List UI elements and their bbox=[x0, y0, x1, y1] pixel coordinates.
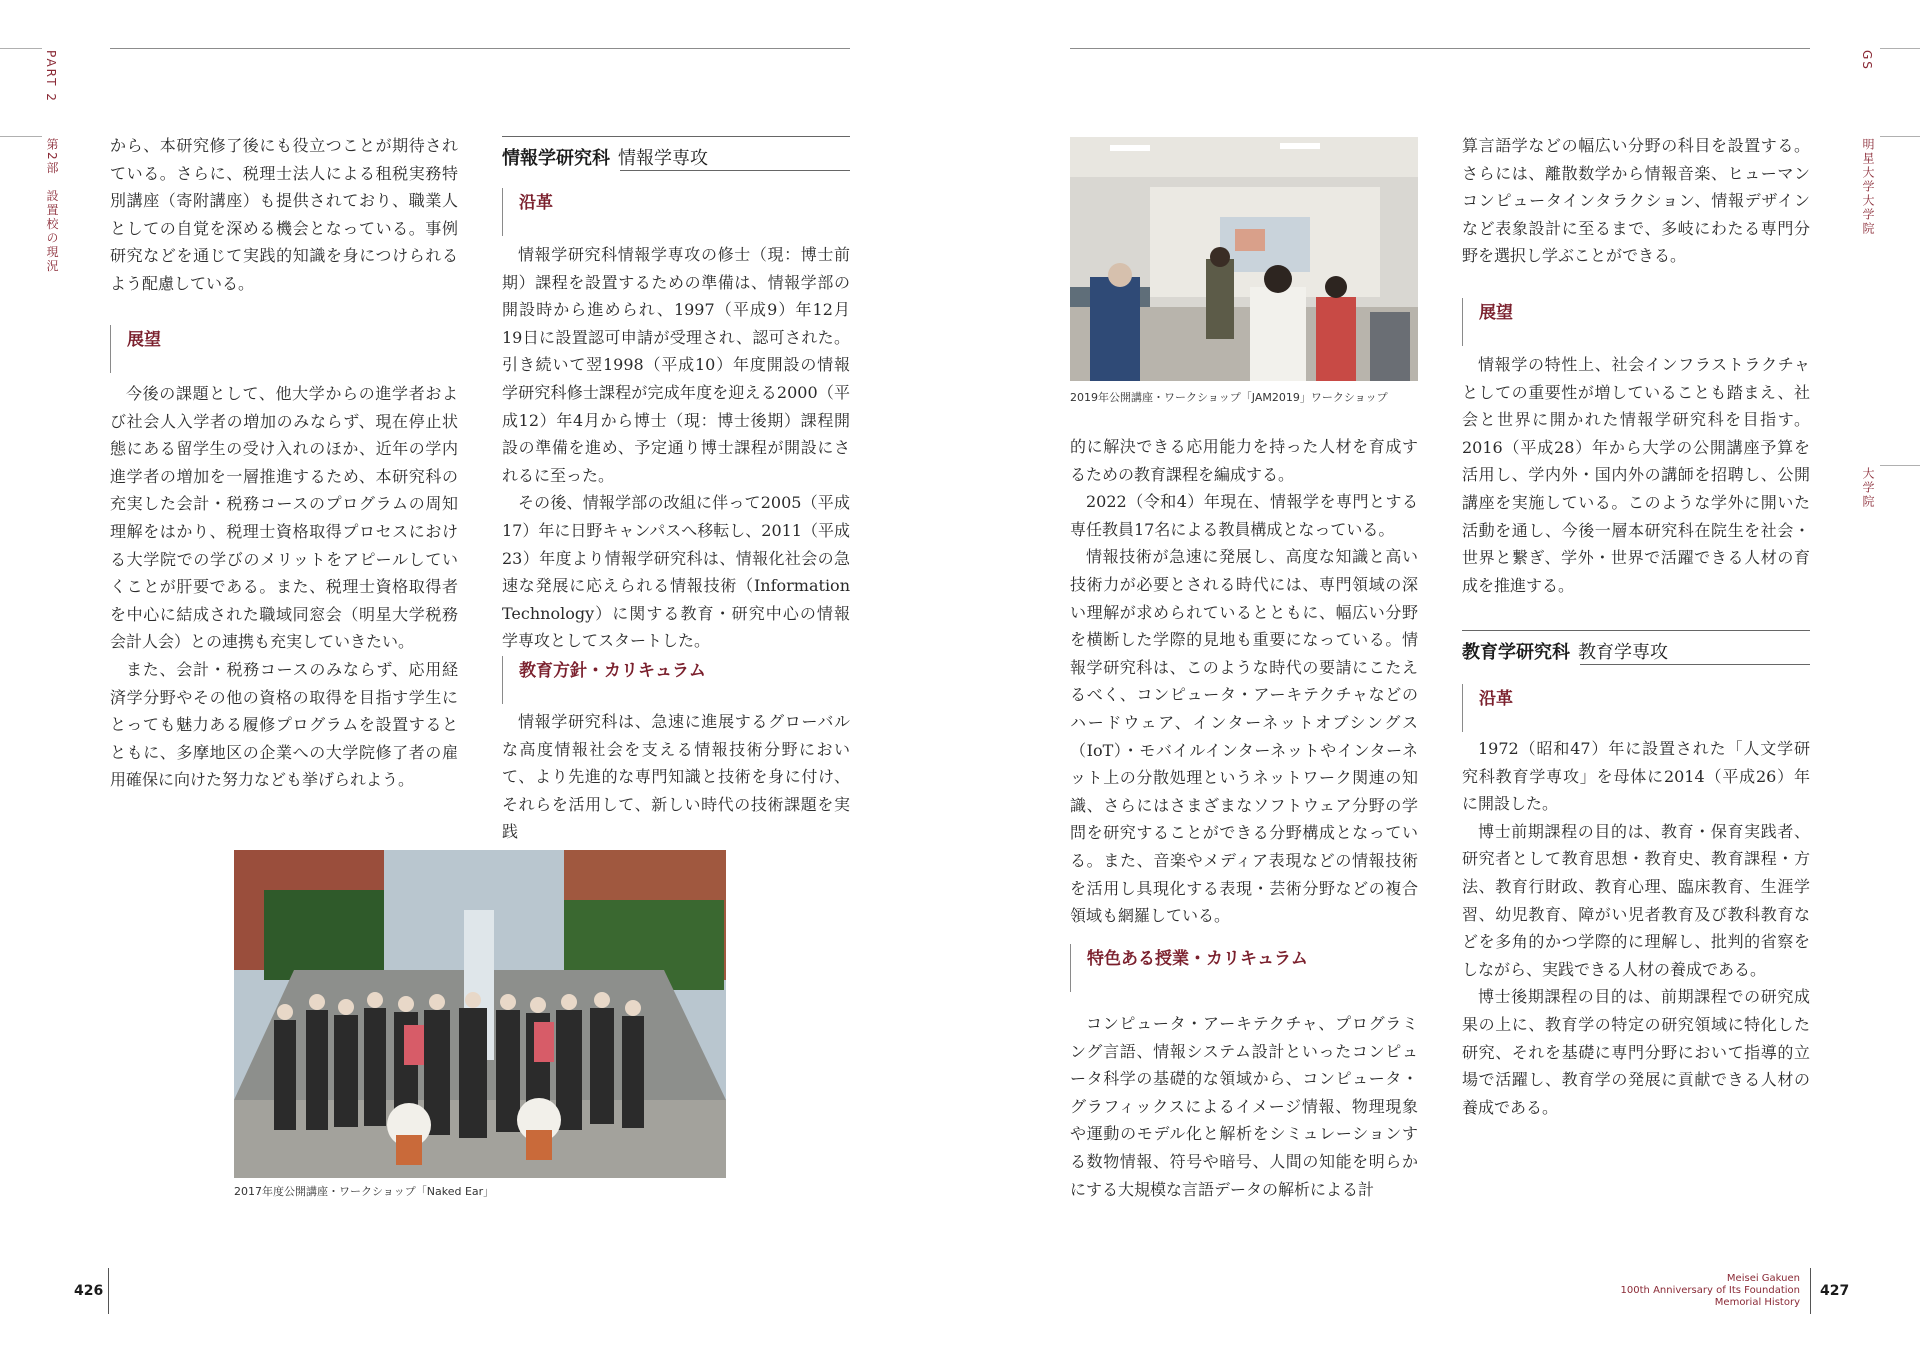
page-number-right-divider bbox=[1810, 1268, 1811, 1314]
page-number-right: 427 bbox=[1820, 1283, 1850, 1299]
right-col3-p4: コンピュータ・アーキテクチャ、プログラミング言語、情報システム設計といったコンピュータ科学の基礎的な領域から、コンピュータ・グラフィックスによるイメージ情報、物理現象や運動のモデル化と解析をシミュレーションする数物情報、符号や暗号、人間の知能を明らかにする大規模な言語データの解析による計 bbox=[1070, 1014, 1418, 1199]
right-col3-p2: 2022（令和4）年現在、情報学を専門とする専任教員17名による教員構成となっている。 bbox=[1070, 492, 1418, 539]
edge-rule-left-top bbox=[0, 48, 42, 49]
info-history-p2: その後、情報学部の改組に伴って2005（平成17）年に日野キャンパスへ移転し、2011（平成23）年度より情報学研究科は、情報化社会の急速な発展に応えられる情報技術（Information Technology）に関する教育・研究中心の情報学専攻としてスタートした。 bbox=[502, 493, 850, 651]
left-col1-intro bbox=[110, 132, 458, 298]
info-features-heading-text: 特色ある授業・カリキュラム bbox=[1087, 949, 1308, 969]
left-col1-intro-text: から、本研究修了後にも役立つことが期待されている。さらに、税理士法人による租税実務特別講座（寄附講座）も提供されており、職業人としての自覚を深める機会となっている。事例研究などを通じて実践的知識を身につけられるよう配慮している。 bbox=[110, 136, 458, 293]
footer-line-3: Memorial History bbox=[1714, 1297, 1800, 1308]
right-col3-body bbox=[1070, 433, 1418, 930]
dept-header-education bbox=[1462, 630, 1810, 664]
edu-history-heading bbox=[1462, 684, 1513, 732]
photo-naked-ear-group bbox=[234, 850, 726, 1178]
side-gs-label: GS bbox=[1860, 50, 1874, 71]
dept-major-education: 教育学専攻 bbox=[1578, 642, 1668, 663]
right-col4-edu bbox=[1462, 735, 1810, 1121]
right-col3-p1: 的に解決できる応用能力を持った人材を育成するための教育課程を編成する。 bbox=[1070, 437, 1418, 484]
group-photo-illustration bbox=[234, 850, 726, 1178]
photo-caption-naked-ear: 2017年度公開講座・ワークショップ「Naked Ear」 bbox=[234, 1185, 495, 1198]
info-policy-body bbox=[502, 708, 850, 846]
photo-jam2019-workshop bbox=[1070, 137, 1418, 381]
side-grad-label: 大学院 bbox=[1861, 467, 1875, 509]
dept-major-info: 情報学専攻 bbox=[618, 148, 708, 169]
right-col3-body2 bbox=[1070, 1010, 1418, 1203]
page-number-left-divider bbox=[108, 1268, 109, 1314]
right-col4-p1: 算言語学などの幅広い分野の科目を設置する。さらには、離散数学から情報音楽、ヒューマンコンピュータインタラクション、情報デザインなど表象設計に至るまで、多岐にわたる専門分野を選択し学ぶことができる。 bbox=[1462, 136, 1810, 266]
side-chapter-label: 第2部 設置校の現況 bbox=[45, 138, 59, 274]
dept-header-info bbox=[502, 136, 850, 170]
right-col4-p5: 博士後期課程の目的は、前期課程での研究成果の上に、教育学の特定の研究領域に特化した研究、それを基礎に専門分野において指導的立場で活躍し、教育学の発展に貢献できる人材の養成である。 bbox=[1462, 987, 1810, 1117]
workshop-photo-illustration bbox=[1070, 137, 1418, 381]
info-policy-heading-text: 教育方針・カリキュラム bbox=[519, 661, 706, 681]
left-col1-heading bbox=[110, 325, 161, 373]
left-col1-body bbox=[110, 380, 458, 794]
info-history-p1: 情報学研究科情報学専攻の修士（現：博士前期）課程を設置するための準備は、情報学部の開設時から進められ、1997（平成9）年12月19日に設置認可申請が受理され、認可された。引き続いて翌1998（平成10）年度開設の情報学研究科修士課程が完成年度を迎える2000（平成12）年4月から博士（現：博士後期）課程開設の準備を進め、予定通り博士課程が開設にされるに至った。 bbox=[502, 245, 850, 485]
info-policy-heading bbox=[502, 656, 706, 704]
edge-rule-right-top bbox=[1880, 48, 1920, 49]
info-history-heading-text: 沿革 bbox=[519, 193, 553, 213]
right-col4-outlook bbox=[1462, 351, 1810, 599]
info-outlook-heading bbox=[1462, 298, 1513, 346]
photo-caption-jam2019: 2019年公開講座・ワークショップ「JAM2019」ワークショップ bbox=[1070, 391, 1388, 404]
right-col4-p2: 情報学の特性上、社会インフラストラクチャとしての重要性が増していることも踏まえ、社会と世界に開かれた情報学研究科を目指す。2016（平成28）年から大学の公開講座予算を活用し、学内外・国内外の講師を招聘し、公開講座を実施している。このような学外に開いた活動を通し、今後一層本研究科在院生を社会・世界と繋ぎ、学外・世界で活躍できる人材の育成を推進する。 bbox=[1462, 355, 1810, 595]
left-col1-p1: 今後の課題として、他大学からの進学者および社会人入学者の増加のみならず、現在停止状態にある留学生の受け入れのほか、近年の学内進学者の増加を一層推進するため、本研究科の充実した会計・税務コースのプログラムの周知理解をはかり、税理士資格取得プロセスにおける大学院での学びのメリットをアピールしていくことが肝要である。また、税理士資格取得者を中心に結成された職域同窓会（明星大学税務会計人会）との連携も充実していきたい。 bbox=[110, 384, 458, 652]
footer-memorial-history bbox=[1560, 1273, 1800, 1309]
edge-rule-right-mid bbox=[1880, 136, 1920, 137]
right-col4-p3: 1972（昭和47）年に設置された「人文学研究科教育学専攻」を母体に2014（平成26）年に開設した。 bbox=[1462, 739, 1810, 814]
edu-history-heading-text: 沿革 bbox=[1479, 689, 1513, 709]
right-col4-p4: 博士前期課程の目的は、教育・保育実践者、研究者として教育思想・教育史、教育課程・方法、教育行財政、教育心理、臨床教育、生涯学習、幼児教育、障がい児者教育及び教科教育などを多角的かつ学際的に理解し、批判的省察をしながら、実践できる人材の養成である。 bbox=[1462, 821, 1810, 979]
info-policy-p3: 情報学研究科は、急速に進展するグローバルな高度情報社会を支える情報技術分野において、より先進的な専門知識と技術を身に付け、それらを活用して、新しい時代の技術課題を実践 bbox=[502, 712, 850, 842]
info-outlook-heading-text: 展望 bbox=[1479, 303, 1513, 323]
top-rule-right bbox=[1070, 48, 1810, 49]
footer-line-1: Meisei Gakuen bbox=[1726, 1273, 1800, 1284]
info-history-heading bbox=[502, 188, 553, 236]
edge-rule-right-low bbox=[1880, 465, 1920, 466]
side-univ-label: 明星大学大学院 bbox=[1861, 138, 1875, 236]
info-history-body bbox=[502, 241, 850, 655]
edge-rule-left-mid bbox=[0, 136, 42, 137]
dept-name-education: 教育学研究科 bbox=[1462, 642, 1570, 663]
right-col3-p3: 情報技術が急速に発展し、高度な知識と高い技術力が必要とされる時代には、専門領域の深い理解が求められているとともに、幅広い分野を横断した学際的見地も重要になっている。情報学研究科は、このような時代の要請にこたえるべく、コンピュータ・アーキテクチャなどのハードウェア、インターネットオブシングス（IoT）・モバイルインターネットやインターネット上の分散処理というネットワーク関連の知識、さらにはさまざまなソフトウェア分野の学問を研究することができる分野構成となっている。また、音楽やメディア表現などの情報技術を活用し具現化する表現・芸術分野などの複合領域も網羅している。 bbox=[1070, 547, 1418, 926]
info-features-heading bbox=[1070, 944, 1308, 992]
right-col4-intro bbox=[1462, 132, 1810, 270]
dept-name-info: 情報学研究科 bbox=[502, 148, 610, 169]
top-rule-left bbox=[110, 48, 850, 49]
page-number-left: 426 bbox=[74, 1283, 104, 1299]
footer-line-2: 100th Anniversary of Its Foundation bbox=[1620, 1285, 1800, 1296]
left-col1-heading-text: 展望 bbox=[127, 330, 161, 350]
left-col1-p2: また、会計・税務コースのみならず、応用経済学分野やその他の資格の取得を目指す学生にとっても魅力ある履修プログラムを設置するとともに、多摩地区の企業への大学院修了者の雇用確保に向けた努力なども挙げられよう。 bbox=[110, 659, 458, 790]
side-part-label: PART 2 bbox=[44, 50, 58, 103]
